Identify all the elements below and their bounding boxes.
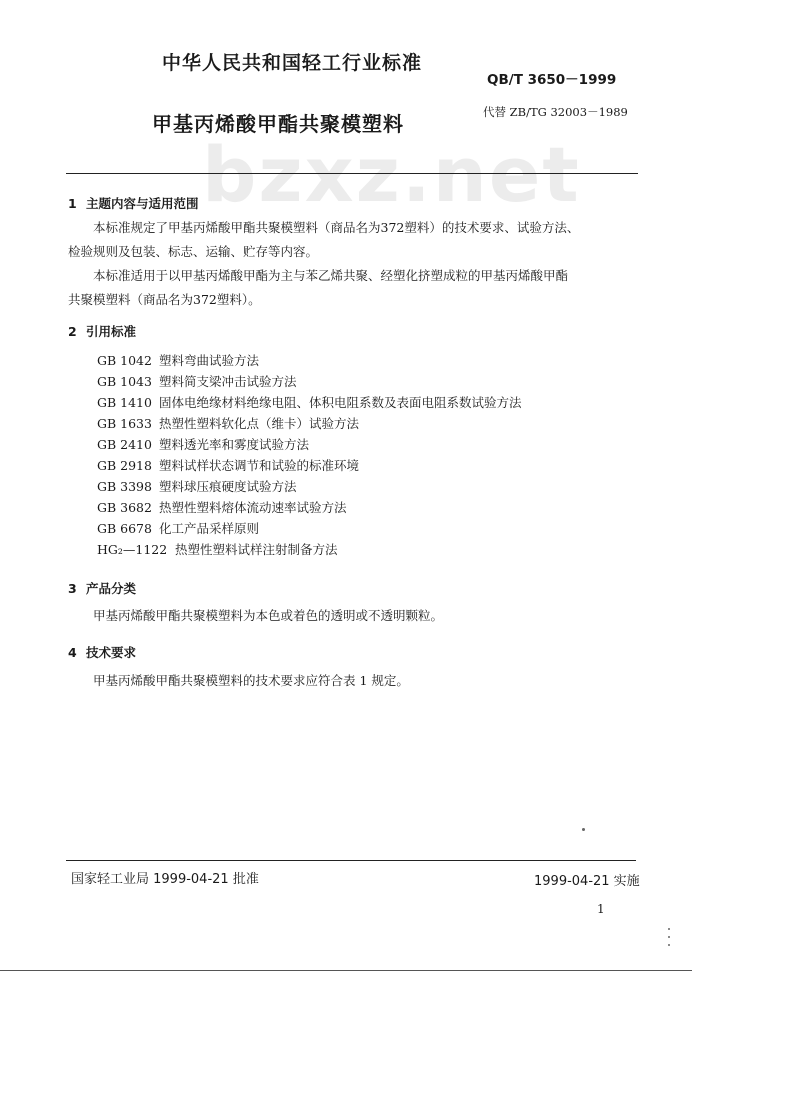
section-title: 主题内容与适用范围: [86, 196, 199, 211]
document-title: 甲基丙烯酸甲酯共聚模塑料: [152, 112, 404, 136]
reference-title: 塑料球压痕硬度试验方法: [159, 479, 297, 494]
page-bottom-edge: [0, 970, 692, 971]
section-1-paragraph-2-line-1: 本标准适用于以甲基丙烯酸甲酯为主与苯乙烯共聚、经塑化挤塑成粒的甲基丙烯酸甲酯: [93, 268, 569, 283]
scan-speck: [668, 928, 670, 930]
section-title: 引用标准: [86, 324, 137, 339]
approval-note: 国家轻工业局 1999-04-21 批准: [71, 872, 259, 887]
reference-title: 化工产品采样原则: [159, 521, 260, 536]
section-4-heading: [68, 643, 136, 661]
reference-code: GB 2410: [97, 437, 152, 452]
reference-title: 热塑性塑料试样注射制备方法: [175, 542, 338, 557]
reference-code: HG₂—1122: [97, 542, 168, 557]
section-1-paragraph-2-line-2: 共聚模塑料（商品名为372塑料）。: [68, 292, 261, 307]
effective-date: 1999-04-21 实施: [534, 874, 640, 889]
reference-title: 热塑性塑料软化点（维卡）试验方法: [159, 416, 360, 431]
section-number: 1: [68, 196, 77, 211]
section-2-heading: [68, 322, 136, 340]
section-number: 2: [68, 324, 77, 339]
section-number: 3: [68, 581, 77, 596]
reference-code: GB 1043: [97, 374, 152, 389]
reference-title: 塑料弯曲试验方法: [159, 353, 260, 368]
section-number: 4: [68, 645, 77, 660]
reference-title: 固体电绝缘材料绝缘电阻、体积电阻系数及表面电阻系数试验方法: [159, 395, 522, 410]
section-1-paragraph-1-line-2: 检验规则及包装、标志、运输、贮存等内容。: [68, 244, 319, 259]
reference-code: GB 3682: [97, 500, 152, 515]
reference-title: 塑料透光率和雾度试验方法: [159, 437, 310, 452]
reference-title: 塑料简支梁冲击试验方法: [159, 374, 297, 389]
reference-code: GB 1042: [97, 353, 152, 368]
footer-rule: [66, 860, 636, 861]
reference-item: [97, 538, 338, 562]
replaces-note: 代替 ZB/TG 32003－1989: [483, 105, 628, 119]
reference-code: GB 1410: [97, 395, 152, 410]
section-title: 技术要求: [86, 645, 137, 660]
reference-title: 热塑性塑料熔体流动速率试验方法: [159, 500, 347, 515]
section-title: 产品分类: [86, 581, 137, 596]
reference-code: GB 6678: [97, 521, 152, 536]
reference-code: GB 3398: [97, 479, 152, 494]
reference-code: GB 1633: [97, 416, 152, 431]
scan-speck: [582, 828, 585, 831]
scan-speck: [668, 936, 670, 938]
issuing-organization: 中华人民共和国轻工行业标准: [162, 52, 423, 74]
reference-title: 塑料试样状态调节和试验的标准环境: [159, 458, 360, 473]
page-number: 1: [597, 902, 605, 916]
watermark: bzxz.net: [202, 130, 581, 219]
header-rule: [66, 173, 638, 174]
section-3-text: 甲基丙烯酸甲酯共聚模塑料为本色或着色的透明或不透明颗粒。: [93, 608, 444, 623]
section-3-heading: [68, 579, 136, 597]
reference-code: GB 2918: [97, 458, 152, 473]
section-1-heading: [68, 194, 199, 212]
scan-speck: [668, 944, 670, 946]
section-1-paragraph-1-line-1: 本标准规定了甲基丙烯酸甲酯共聚模塑料（商品名为372塑料）的技术要求、试验方法、: [93, 220, 580, 235]
section-4-text: 甲基丙烯酸甲酯共聚模塑料的技术要求应符合表 1 规定。: [93, 673, 409, 688]
standard-number: QB/T 3650－1999: [487, 72, 617, 88]
